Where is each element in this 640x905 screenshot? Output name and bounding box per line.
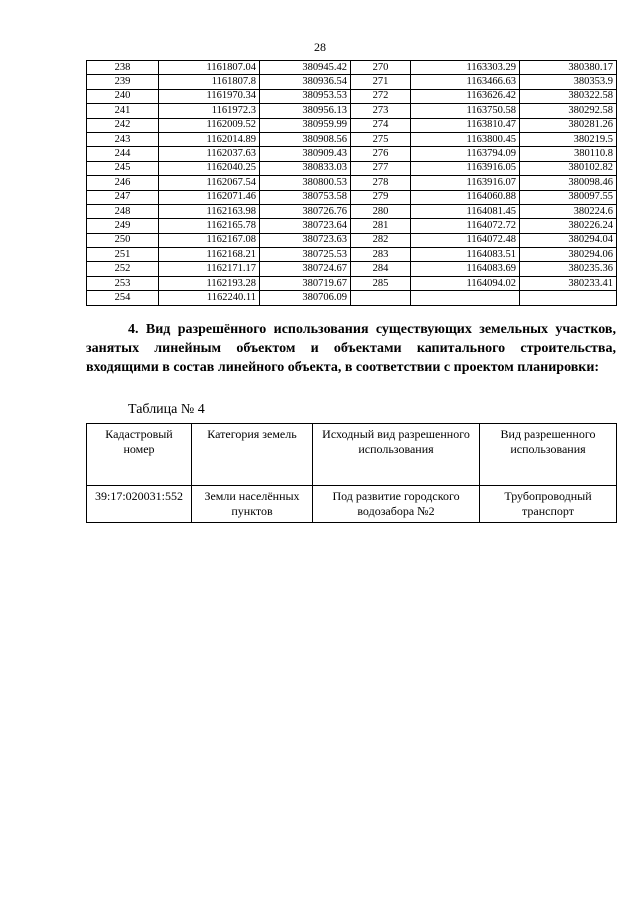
cell-point-number: 252	[87, 262, 159, 276]
cell-original-use: Под развитие городского водозабора №2	[313, 486, 480, 523]
cell-point-number: 285	[351, 276, 411, 290]
cell-y-coordinate: 380294.04	[520, 233, 617, 247]
cell-point-number: 280	[351, 204, 411, 218]
cell-x-coordinate: 1164083.69	[411, 262, 520, 276]
land-table-header-row	[87, 424, 617, 486]
cell-y-coordinate: 380908.56	[260, 132, 351, 146]
cell-y-coordinate: 380281.26	[520, 118, 617, 132]
cell-land-category: Земли населённых пунктов	[192, 486, 313, 523]
table-row	[87, 161, 617, 175]
cell-y-coordinate: 380953.53	[260, 89, 351, 103]
cell-y-coordinate: 380098.46	[520, 176, 617, 190]
cell-point-number: 244	[87, 147, 159, 161]
cell-x-coordinate: 1162014.89	[159, 132, 260, 146]
table-row	[87, 291, 617, 305]
cell-point-number: 271	[351, 75, 411, 89]
cell-point-number: 253	[87, 276, 159, 290]
cell-point-number: 249	[87, 219, 159, 233]
cell-point-number: 242	[87, 118, 159, 132]
cell-point-number: 247	[87, 190, 159, 204]
table-row	[87, 204, 617, 218]
cell-x-coordinate: 1162040.25	[159, 161, 260, 175]
cell-point-number: 251	[87, 248, 159, 262]
cell-x-coordinate: 1161807.8	[159, 75, 260, 89]
cell-y-coordinate: 380110.8	[520, 147, 617, 161]
cell-permitted-use: Трубопроводный транспорт	[480, 486, 617, 523]
cell-x-coordinate: 1161970.34	[159, 89, 260, 103]
cell-x-coordinate: 1162167.08	[159, 233, 260, 247]
cell-point-number: 248	[87, 204, 159, 218]
cell-y-coordinate: 380292.58	[520, 104, 617, 118]
cell-y-coordinate: 380102.82	[520, 161, 617, 175]
cell-point-number: 277	[351, 161, 411, 175]
cell-y-coordinate: 380097.55	[520, 190, 617, 204]
cell-x-coordinate: 1163750.58	[411, 104, 520, 118]
cell-point-number: 240	[87, 89, 159, 103]
cell-x-coordinate: 1164083.51	[411, 248, 520, 262]
table-row	[87, 262, 617, 276]
cell-point-number: 283	[351, 248, 411, 262]
cell-point-number: 238	[87, 61, 159, 75]
cell-y-coordinate: 380723.64	[260, 219, 351, 233]
cell-x-coordinate: 1162071.46	[159, 190, 260, 204]
coordinates-table	[86, 60, 617, 306]
cell-y-coordinate: 380726.76	[260, 204, 351, 218]
cell-x-coordinate: 1161807.04	[159, 61, 260, 75]
cell-x-coordinate: 1162037.63	[159, 147, 260, 161]
page-number: 28	[314, 40, 326, 54]
cell-y-coordinate: 380833.03	[260, 161, 351, 175]
cell-y-coordinate: 380945.42	[260, 61, 351, 75]
header-permitted-use: Вид разрешенного использования	[480, 424, 617, 486]
table-row	[87, 190, 617, 204]
cell-x-coordinate: 1164072.48	[411, 233, 520, 247]
cell-y-coordinate: 380219.5	[520, 132, 617, 146]
cell-x-coordinate: 1164094.02	[411, 276, 520, 290]
cell-y-coordinate: 380724.67	[260, 262, 351, 276]
table-row	[87, 486, 617, 523]
cell-x-coordinate: 1162193.28	[159, 276, 260, 290]
table-row	[87, 219, 617, 233]
cell-x-coordinate: 1162168.21	[159, 248, 260, 262]
cell-y-coordinate: 380800.53	[260, 176, 351, 190]
cell-y-coordinate: 380936.54	[260, 75, 351, 89]
table-caption: Таблица № 4	[128, 402, 205, 417]
cell-point-number: 239	[87, 75, 159, 89]
cell-point-number: 245	[87, 161, 159, 175]
cell-y-coordinate: 380706.09	[260, 291, 351, 305]
cell-point-number	[351, 291, 411, 305]
cell-x-coordinate: 1163810.47	[411, 118, 520, 132]
header-land-category: Категория земель	[192, 424, 313, 486]
cell-x-coordinate: 1162067.54	[159, 176, 260, 190]
cell-y-coordinate: 380725.53	[260, 248, 351, 262]
cell-point-number: 272	[351, 89, 411, 103]
cell-x-coordinate: 1164060.88	[411, 190, 520, 204]
cell-x-coordinate: 1161972.3	[159, 104, 260, 118]
cell-point-number: 270	[351, 61, 411, 75]
cell-y-coordinate: 380294.06	[520, 248, 617, 262]
cell-x-coordinate: 1162163.98	[159, 204, 260, 218]
cell-y-coordinate: 380322.58	[520, 89, 617, 103]
section-heading: 4. Вид разрешённого использования существующих земельных участков, занятых линейным объектом и объектами капитального строительства, входящими в состав линейного объекта, в соответствии с проектом планировки:	[86, 322, 616, 375]
cell-x-coordinate: 1162009.52	[159, 118, 260, 132]
cell-point-number: 279	[351, 190, 411, 204]
table-row	[87, 104, 617, 118]
cell-point-number: 282	[351, 233, 411, 247]
table-row	[87, 132, 617, 146]
table-row	[87, 75, 617, 89]
cell-y-coordinate: 380380.17	[520, 61, 617, 75]
cell-x-coordinate: 1164072.72	[411, 219, 520, 233]
table-row	[87, 61, 617, 75]
cell-x-coordinate: 1163916.07	[411, 176, 520, 190]
table-row	[87, 176, 617, 190]
cell-point-number: 278	[351, 176, 411, 190]
cell-point-number: 281	[351, 219, 411, 233]
cell-x-coordinate: 1162171.17	[159, 262, 260, 276]
cell-point-number: 254	[87, 291, 159, 305]
table-row	[87, 233, 617, 247]
cell-point-number: 275	[351, 132, 411, 146]
cell-x-coordinate: 1164081.45	[411, 204, 520, 218]
header-cadastral-number: Кадастровый номер	[87, 424, 192, 486]
table-row	[87, 147, 617, 161]
cell-cadastral-number: 39:17:020031:552	[87, 486, 192, 523]
cell-x-coordinate: 1163800.45	[411, 132, 520, 146]
cell-x-coordinate: 1163916.05	[411, 161, 520, 175]
cell-y-coordinate: 380723.63	[260, 233, 351, 247]
header-original-use: Исходный вид разрешенного использования	[313, 424, 480, 486]
table-row	[87, 276, 617, 290]
cell-y-coordinate	[520, 291, 617, 305]
cell-y-coordinate: 380233.41	[520, 276, 617, 290]
cell-point-number: 284	[351, 262, 411, 276]
cell-y-coordinate: 380719.67	[260, 276, 351, 290]
cell-x-coordinate	[411, 291, 520, 305]
cell-point-number: 246	[87, 176, 159, 190]
table-row	[87, 248, 617, 262]
cell-x-coordinate: 1163466.63	[411, 75, 520, 89]
table-row	[87, 89, 617, 103]
cell-point-number: 241	[87, 104, 159, 118]
cell-x-coordinate: 1163626.42	[411, 89, 520, 103]
table-row	[87, 118, 617, 132]
cell-y-coordinate: 380235.36	[520, 262, 617, 276]
cell-point-number: 243	[87, 132, 159, 146]
cell-x-coordinate: 1162240.11	[159, 291, 260, 305]
cell-x-coordinate: 1162165.78	[159, 219, 260, 233]
cell-point-number: 274	[351, 118, 411, 132]
land-use-table	[86, 423, 617, 523]
cell-y-coordinate: 380909.43	[260, 147, 351, 161]
cell-point-number: 273	[351, 104, 411, 118]
cell-point-number: 250	[87, 233, 159, 247]
cell-y-coordinate: 380224.6	[520, 204, 617, 218]
cell-y-coordinate: 380959.99	[260, 118, 351, 132]
cell-point-number: 276	[351, 147, 411, 161]
cell-y-coordinate: 380956.13	[260, 104, 351, 118]
cell-y-coordinate: 380753.58	[260, 190, 351, 204]
cell-x-coordinate: 1163794.09	[411, 147, 520, 161]
cell-y-coordinate: 380226.24	[520, 219, 617, 233]
cell-x-coordinate: 1163303.29	[411, 61, 520, 75]
cell-y-coordinate: 380353.9	[520, 75, 617, 89]
